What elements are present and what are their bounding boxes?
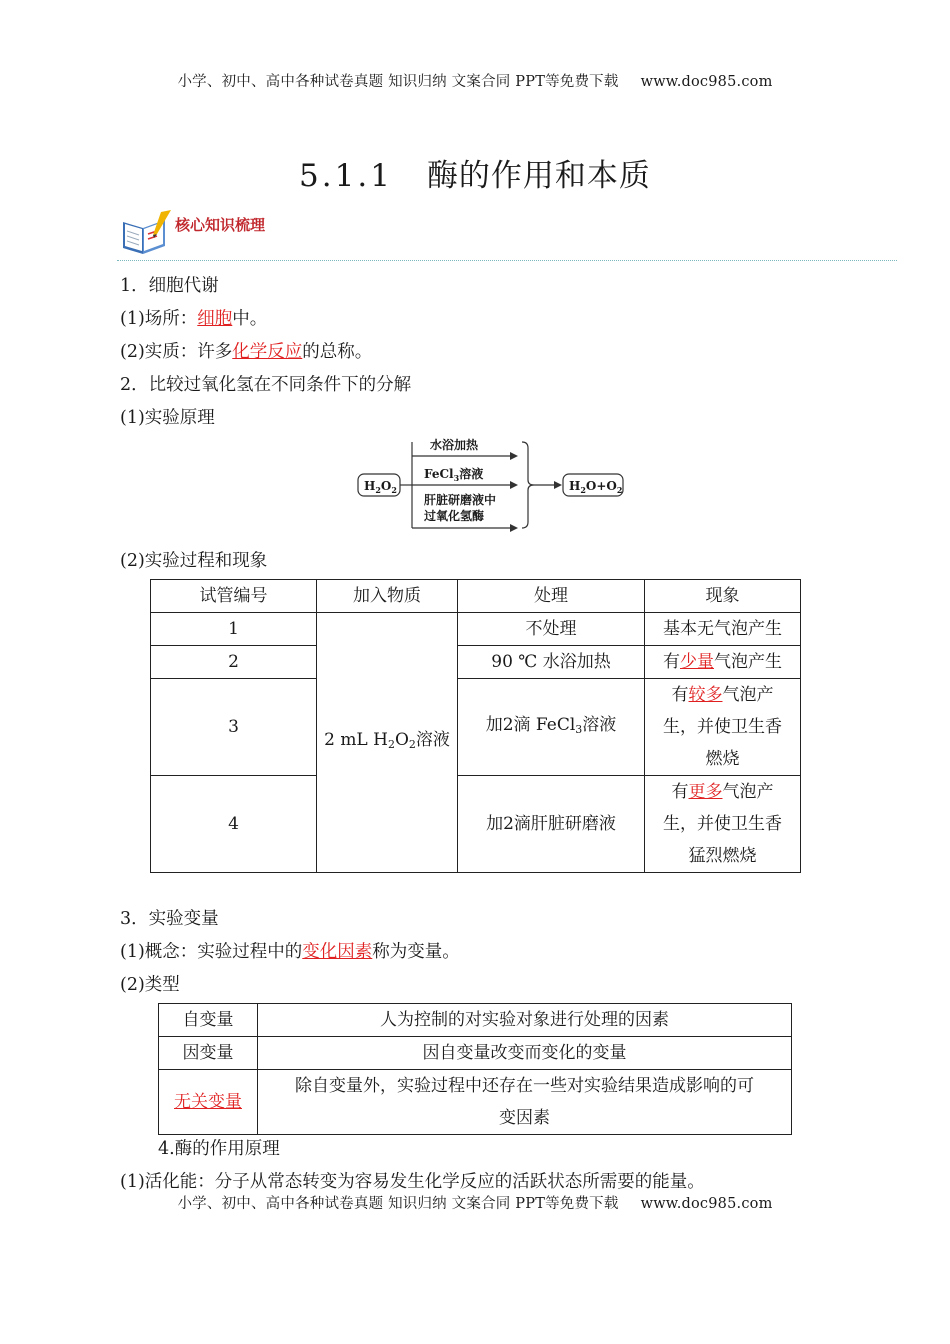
table-row: 4 加2滴肝脏研磨液 有更多气泡产 生，并使卫生香 猛烈燃烧 (151, 776, 801, 873)
table-header-row (151, 580, 801, 613)
section-label: 核心知识梳理 (175, 216, 266, 234)
header-site: www.doc985.com (640, 74, 773, 90)
heading-2: 2．比较过氧化氢在不同条件下的分解 (120, 375, 412, 395)
product-label: $H_2O+O_2$ (569, 479, 623, 495)
paragraph-3-2: (2)类型 (120, 975, 180, 995)
th-phenomenon: 现象 (645, 580, 801, 613)
heading-4: 4.酶的作用原理 (158, 1139, 280, 1159)
table-row: 自变量 人为控制的对实验对象进行处理的因素 (159, 1004, 792, 1037)
paragraph-3-1: (1)概念：实验过程中的变化因素称为变量。 (120, 942, 460, 962)
th-treatment: 处理 (458, 580, 645, 613)
condition-fecl3: FeCl$_3$溶液 (424, 467, 484, 483)
table-row: 因变量 因自变量改变而变化的变量 (159, 1037, 792, 1070)
paragraph-1-2: (2)实质：许多化学反应的总称。 (120, 342, 373, 362)
page-footer (0, 1192, 950, 1213)
paragraph-2-1: (1)实验原理 (120, 408, 215, 428)
heading-1: 1．细胞代谢 (120, 276, 219, 296)
brace (522, 442, 534, 528)
paragraph-2-2: (2)实验过程和现象 (120, 551, 268, 571)
table-row: 2 90 ℃ 水浴加热 有少量气泡产生 (151, 646, 801, 679)
variable-types-table (158, 1003, 792, 1135)
page-title (0, 150, 950, 195)
th-substance: 加入物质 (317, 580, 458, 613)
th-tube: 试管编号 (151, 580, 317, 613)
reactant-label: $H_2O_2$ (364, 479, 397, 495)
reaction-diagram (350, 432, 630, 534)
title-text: 酶的作用和本质 (426, 158, 651, 194)
substance-cell: 2 mL $H_2O_2$溶液 (317, 613, 458, 873)
experiment-table (150, 579, 801, 873)
title-number: 5.1.1 (299, 158, 393, 194)
section-divider (117, 260, 897, 261)
book-icon (117, 208, 173, 258)
condition-water-bath: 水浴加热 (430, 438, 479, 452)
table-row: 3 加2滴 FeCl$_3$溶液 有较多气泡产 生，并使卫生香 燃烧 (151, 679, 801, 776)
header-text: 小学、初中、高中各种试卷真题 知识归纳 文案合同 PPT等免费下载 (177, 74, 619, 90)
footer-site: www.doc985.com (640, 1196, 773, 1212)
table-row: 1 2 mL $H_2O_2$溶液 不处理 基本无气泡产生 (151, 613, 801, 646)
paragraph-4-1: (1)活化能：分子从常态转变为容易发生化学反应的活跃状态所需要的能量。 (120, 1172, 705, 1192)
condition-enzyme-line2: 过氧化氢酶 (424, 509, 485, 523)
heading-3: 3．实验变量 (120, 909, 219, 929)
page-header (0, 70, 950, 91)
footer-text: 小学、初中、高中各种试卷真题 知识归纳 文案合同 PPT等免费下载 (177, 1196, 619, 1212)
table-row: 无关变量 除自变量外，实验过程中还存在一些对实验结果造成影响的可 变因素 (159, 1070, 792, 1135)
paragraph-1-1: (1)场所：细胞中。 (120, 309, 268, 329)
condition-enzyme-line1: 肝脏研磨液中 (424, 493, 497, 507)
